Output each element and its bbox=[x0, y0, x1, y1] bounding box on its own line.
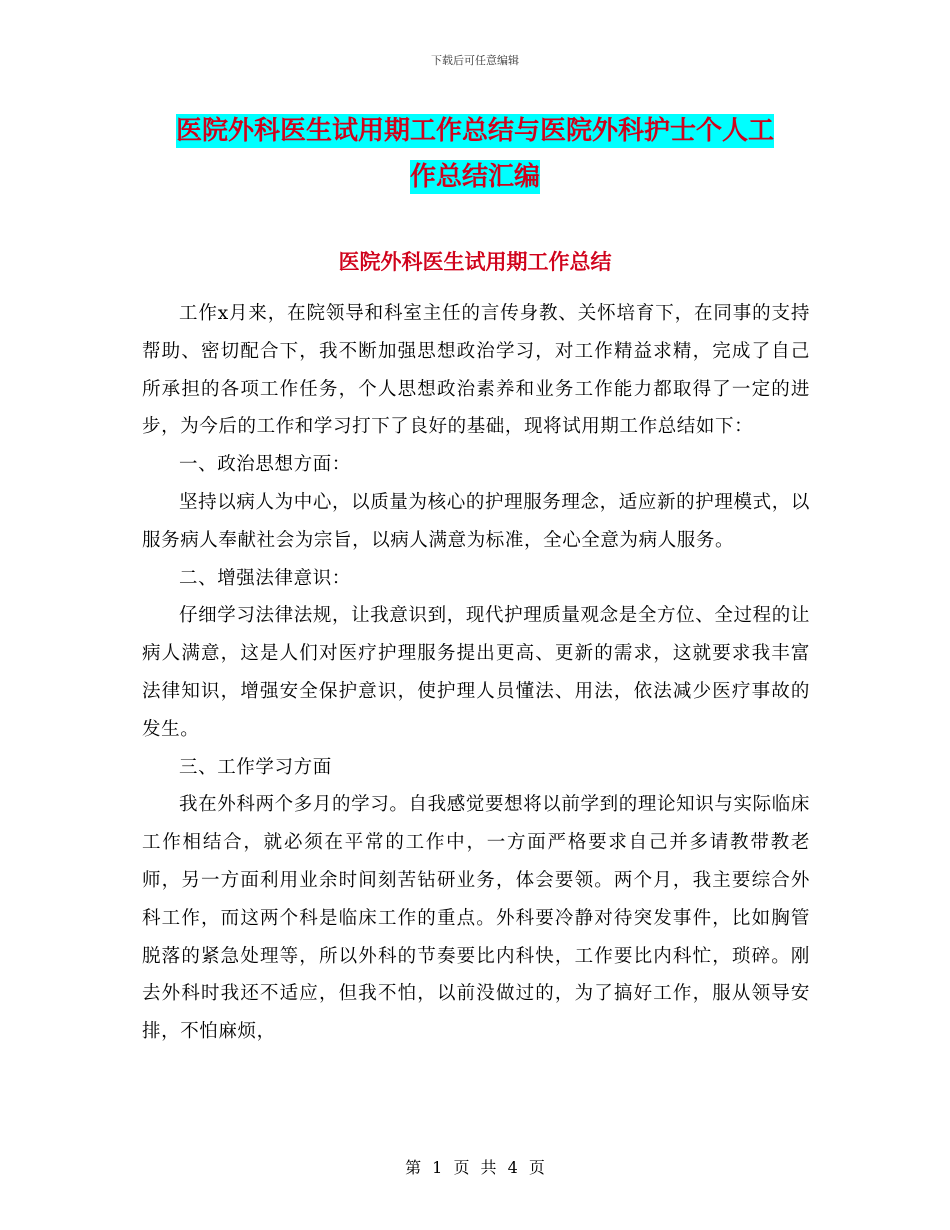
body-paragraph: 工作x月来，在院领导和科室主任的言传身教、关怀培育下，在同事的支持帮助、密切配合下，我不断加强思想政治学习，对工作精益求精，完成了自己所承担的各项工作任务，个人思想政治素养和业务工作能力都取得了一定的进步，为今后的工作和学习打下了良好的基础，现将试用期工作总结如下： bbox=[142, 303, 810, 438]
section-heading: 三、工作学习方面 bbox=[179, 756, 332, 778]
document-title-line-2: 作总结汇编 bbox=[409, 162, 540, 192]
document-title-line-1: 医院外科医生试用期工作总结与医院外科护士个人工 bbox=[175, 116, 774, 146]
body-paragraph: 仔细学习法律法规，让我意识到，现代护理质量观念是全方位、全过程的让病人满意，这是人们对医疗护理服务提出更高、更新的需求，这就要求我丰富法律知识，增强安全保护意识，使护理人员懂法、用法，依法减少医疗事故的发生。 bbox=[142, 605, 810, 740]
section-heading: 二、增强法律意识： bbox=[179, 567, 351, 589]
section-title: 医院外科医生试用期工作总结 bbox=[338, 250, 612, 274]
section-heading: 一、政治思想方面： bbox=[179, 454, 351, 476]
document-body bbox=[142, 295, 810, 1051]
page-number: 第 1 页 共 4 页 bbox=[405, 1158, 545, 1177]
body-paragraph: 坚持以病人为中心，以质量为核心的护理服务理念，适应新的护理模式，以服务病人奉献社会为宗旨，以病人满意为标准，全心全意为病人服务。 bbox=[142, 491, 810, 551]
document-title bbox=[0, 108, 950, 200]
body-paragraph: 我在外科两个多月的学习。自我感觉要想将以前学到的理论知识与实际临床工作相结合，就必须在平常的工作中，一方面严格要求自己并多请教带教老师，另一方面利用业余时间刻苦钻研业务，体会要领。两个月，我主要综合外科工作，而这两个科是临床工作的重点。外科要冷静对待突发事件，比如胸管脱落的紧急处理等，所以外科的节奏要比内科快，工作要比内科忙，琐碎。刚去外科时我还不适应，但我不怕，以前没做过的，为了搞好工作，服从领导安排，不怕麻烦， bbox=[142, 794, 810, 1043]
header-note: 下载后可任意编辑 bbox=[431, 54, 519, 67]
